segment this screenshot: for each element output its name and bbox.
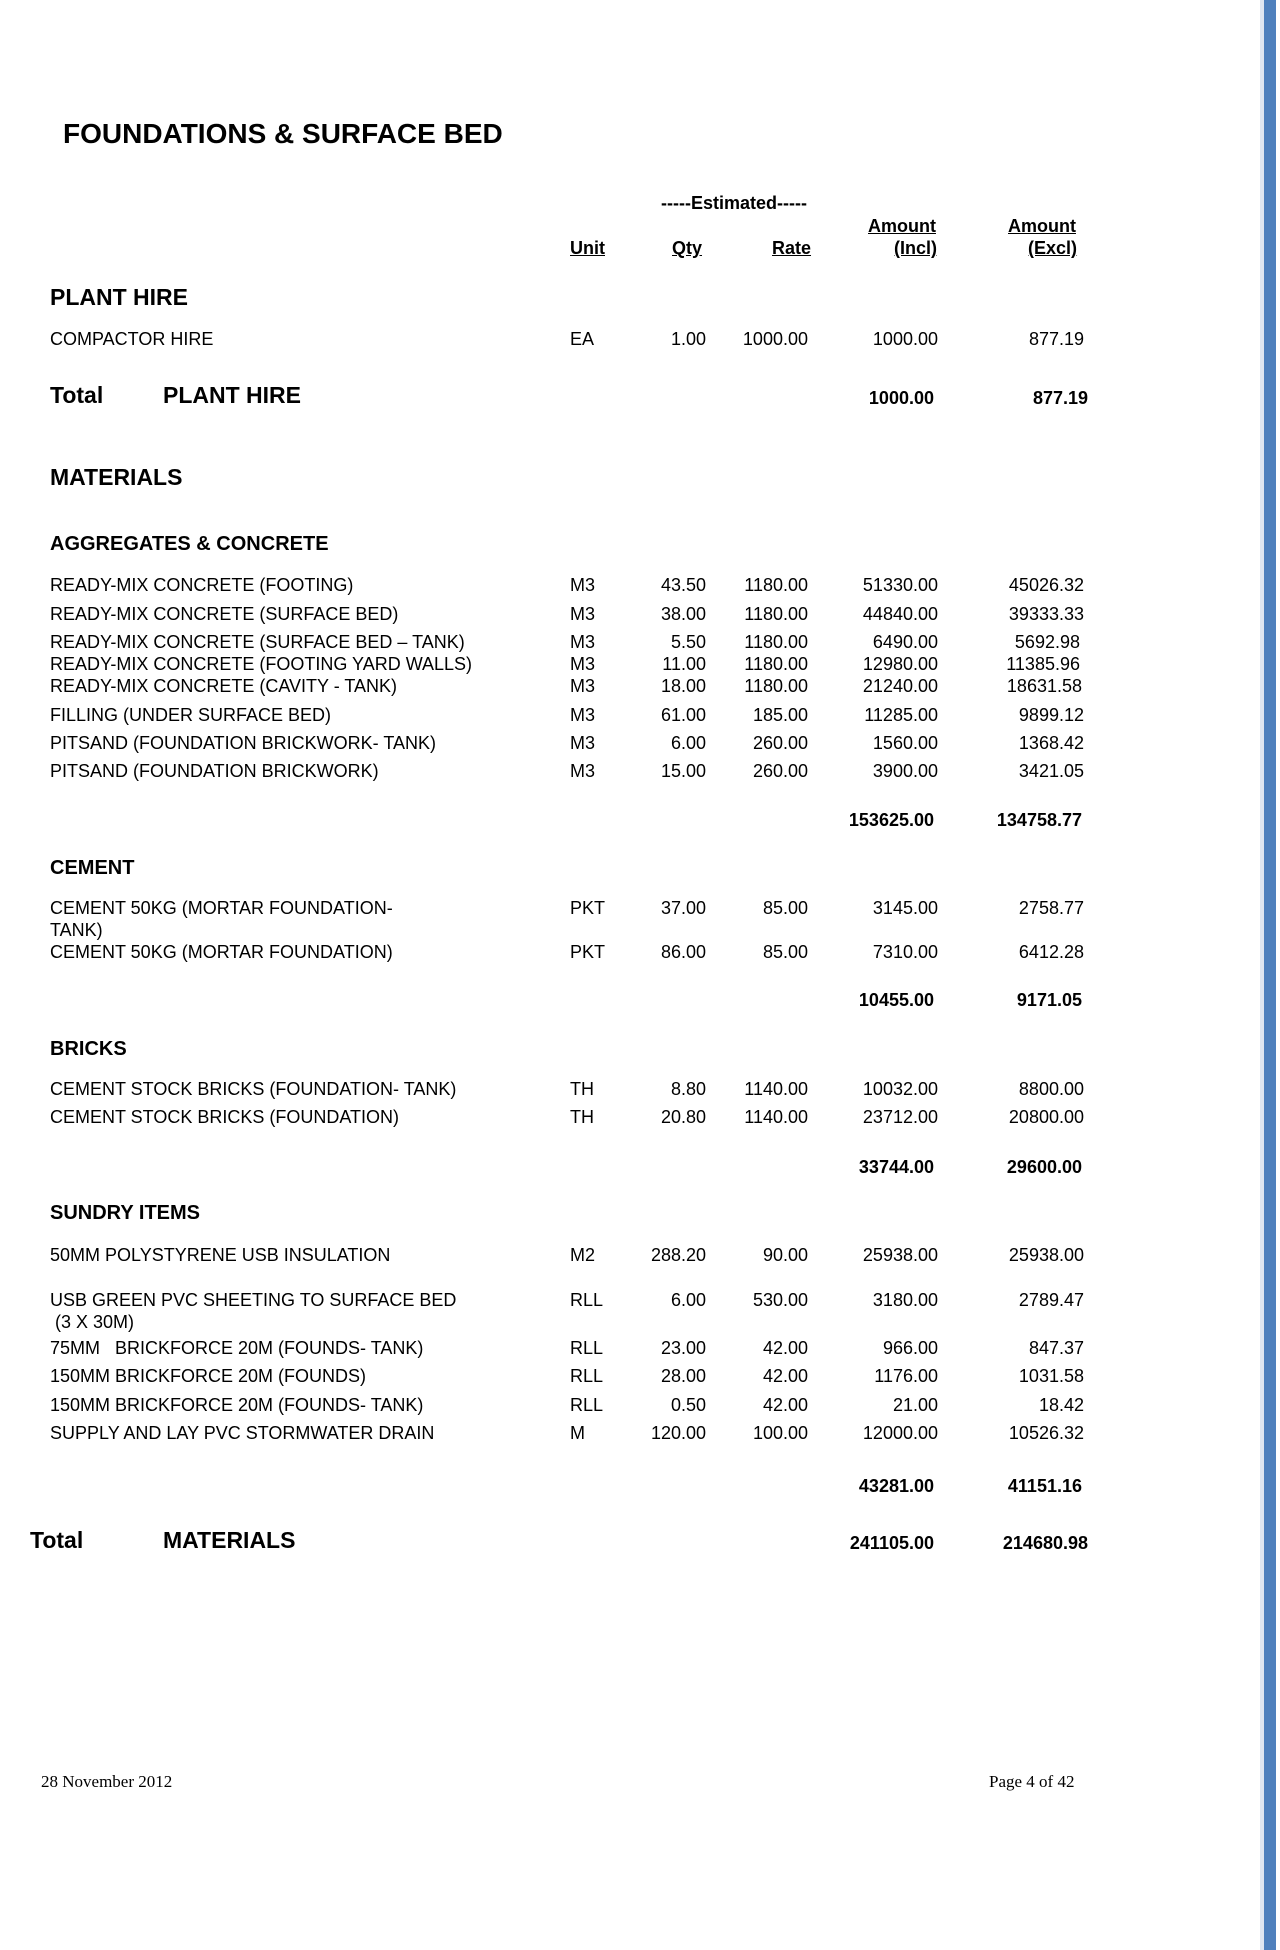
row-qty: 18.00 [660, 676, 706, 696]
row-amount-incl: 25938.00 [862, 1245, 938, 1265]
total-label-materials: Total [30, 1527, 84, 1553]
row-qty: 15.00 [660, 761, 706, 781]
row-rate: 530.00 [752, 1290, 808, 1310]
row-qty: 61.00 [660, 705, 706, 725]
row-qty: 38.00 [660, 604, 706, 624]
row-amount-excl: 6412.28 [1018, 942, 1084, 962]
row-qty: 43.50 [660, 575, 706, 595]
row-desc: USB GREEN PVC SHEETING TO SURFACE BED [50, 1290, 457, 1310]
row-unit: RLL [570, 1290, 604, 1310]
row-desc: CEMENT STOCK BRICKS (FOUNDATION) [50, 1107, 400, 1127]
footer-page-number: Page 4 of 42 [989, 1772, 1075, 1791]
row-amount-excl: 8800.00 [1018, 1079, 1084, 1099]
row-rate: 1180.00 [744, 654, 808, 674]
row-rate: 42.00 [762, 1338, 808, 1358]
row-desc: CEMENT STOCK BRICKS (FOUNDATION- TANK) [50, 1079, 457, 1099]
row-qty: 0.50 [670, 1395, 706, 1415]
row-unit: TH [570, 1079, 594, 1099]
total-name-plant-hire: PLANT HIRE [163, 382, 301, 408]
subtotal-excl-sundry: 41151.16 [1007, 1476, 1082, 1496]
row-desc: PITSAND (FOUNDATION BRICKWORK) [50, 761, 379, 781]
row-unit: M3 [570, 705, 596, 725]
row-amount-excl: 11385.96 [1006, 654, 1080, 674]
row-rate: 1180.00 [744, 604, 808, 624]
row-unit: RLL [570, 1395, 604, 1415]
subsection-heading-cement: CEMENT [50, 857, 135, 879]
row-desc: 75MM BRICKFORCE 20M (FOUNDS- TANK) [50, 1338, 424, 1358]
row-amount-excl: 1031.58 [1018, 1366, 1084, 1386]
row-rate: 260.00 [752, 733, 808, 753]
row-amount-incl: 21240.00 [862, 676, 938, 696]
row-amount-incl: 10032.00 [862, 1079, 938, 1099]
row-rate: 1140.00 [744, 1079, 808, 1099]
row-desc: READY-MIX CONCRETE (SURFACE BED) [50, 604, 399, 624]
total-incl-plant-hire: 1000.00 [868, 388, 934, 408]
row-rate: 42.00 [762, 1366, 808, 1386]
row-amount-incl: 3900.00 [872, 761, 938, 781]
row-desc: SUPPLY AND LAY PVC STORMWATER DRAIN [50, 1423, 435, 1443]
row-qty: 23.00 [660, 1338, 706, 1358]
row-amount-excl: 2789.47 [1018, 1290, 1084, 1310]
subtotal-excl-aggregates: 134758.77 [996, 810, 1082, 830]
page-title: FOUNDATIONS & SURFACE BED [63, 118, 503, 149]
row-unit: M3 [570, 654, 596, 674]
row-amount-incl: 1560.00 [872, 733, 938, 753]
row-amount-incl: 7310.00 [872, 942, 938, 962]
row-amount-incl: 12980.00 [862, 654, 938, 674]
row-amount-incl: 1176.00 [874, 1366, 938, 1386]
col-incl-header-2: (Incl) [894, 238, 937, 258]
row-unit: M3 [570, 761, 596, 781]
row-unit: M3 [570, 632, 596, 652]
row-desc-continued: TANK) [50, 920, 103, 940]
total-incl-materials: 241105.00 [849, 1533, 934, 1553]
row-desc: 150MM BRICKFORCE 20M (FOUNDS- TANK) [50, 1395, 424, 1415]
row-desc: CEMENT 50KG (MORTAR FOUNDATION) [50, 942, 393, 962]
total-excl-plant-hire: 877.19 [1032, 388, 1088, 408]
row-amount-incl: 6490.00 [872, 632, 938, 652]
row-unit: EA [570, 329, 595, 349]
row-amount-excl: 877.19 [1028, 329, 1084, 349]
subtotal-incl-bricks: 33744.00 [858, 1157, 934, 1177]
row-amount-incl: 1000.00 [872, 329, 938, 349]
row-unit: RLL [570, 1338, 604, 1358]
row-desc: READY-MIX CONCRETE (SURFACE BED – TANK) [50, 632, 465, 652]
row-amount-incl: 12000.00 [862, 1423, 938, 1443]
row-qty: 288.20 [650, 1245, 706, 1265]
row-rate: 1140.00 [744, 1107, 808, 1127]
row-unit: RLL [570, 1366, 604, 1386]
subtotal-incl-cement: 10455.00 [858, 990, 934, 1010]
row-qty: 86.00 [660, 942, 706, 962]
row-amount-excl: 25938.00 [1008, 1245, 1084, 1265]
col-rate-header: Rate [772, 238, 812, 258]
row-rate: 85.00 [762, 942, 808, 962]
row-amount-incl: 21.00 [892, 1395, 938, 1415]
row-amount-excl: 9899.12 [1018, 705, 1084, 725]
row-qty: 1.00 [670, 329, 706, 349]
row-desc: READY-MIX CONCRETE (CAVITY - TANK) [50, 676, 398, 696]
row-rate: 1180.00 [744, 632, 808, 652]
row-qty: 6.00 [670, 1290, 706, 1310]
row-amount-excl: 10526.32 [1008, 1423, 1084, 1443]
row-unit: M [570, 1423, 585, 1443]
row-unit: M3 [570, 733, 596, 753]
total-label-plant-hire: Total [50, 382, 104, 408]
row-amount-incl: 51330.00 [862, 575, 938, 595]
row-desc: 150MM BRICKFORCE 20M (FOUNDS) [50, 1366, 367, 1386]
row-amount-excl: 18631.58 [1006, 676, 1082, 696]
row-qty: 8.80 [670, 1079, 706, 1099]
subtotal-excl-bricks: 29600.00 [1006, 1157, 1082, 1177]
row-amount-excl: 3421.05 [1018, 761, 1084, 781]
subtotal-excl-cement: 9171.05 [1016, 990, 1082, 1010]
row-unit: M3 [570, 676, 596, 696]
row-desc: CEMENT 50KG (MORTAR FOUNDATION- [50, 898, 393, 918]
row-amount-excl: 1368.42 [1018, 733, 1084, 753]
row-amount-excl: 39333.33 [1008, 604, 1084, 624]
row-amount-incl: 23712.00 [862, 1107, 938, 1127]
row-rate: 185.00 [752, 705, 808, 725]
right-margin-rule [1264, 0, 1276, 1950]
col-unit-header: Unit [570, 238, 605, 258]
row-qty: 11.00 [662, 654, 706, 674]
row-desc-continued: (3 X 30M) [50, 1312, 135, 1332]
row-amount-incl: 966.00 [882, 1338, 938, 1358]
subsection-heading-aggregates: AGGREGATES & CONCRETE [50, 533, 329, 555]
total-name-materials: MATERIALS [163, 1527, 296, 1553]
estimated-header: -----Estimated----- [661, 193, 807, 213]
col-qty-header: Qty [672, 238, 703, 258]
row-qty: 6.00 [670, 733, 706, 753]
row-amount-incl: 3180.00 [872, 1290, 938, 1310]
row-rate: 42.00 [762, 1395, 808, 1415]
row-qty: 37.00 [660, 898, 706, 918]
section-heading-materials: MATERIALS [50, 464, 183, 490]
row-unit: PKT [570, 942, 606, 962]
row-qty: 120.00 [650, 1423, 706, 1443]
row-desc: COMPACTOR HIRE [50, 329, 214, 349]
row-desc: PITSAND (FOUNDATION BRICKWORK- TANK) [50, 733, 437, 753]
col-excl-header-2: (Excl) [1028, 238, 1078, 258]
row-desc: READY-MIX CONCRETE (FOOTING) [50, 575, 354, 595]
row-rate: 85.00 [762, 898, 808, 918]
row-unit: PKT [570, 898, 606, 918]
row-rate: 1180.00 [744, 676, 808, 696]
row-unit: M3 [570, 575, 596, 595]
row-amount-excl: 847.37 [1028, 1338, 1084, 1358]
row-qty: 20.80 [660, 1107, 706, 1127]
row-amount-excl: 18.42 [1038, 1395, 1084, 1415]
row-qty: 5.50 [670, 632, 706, 652]
row-desc: FILLING (UNDER SURFACE BED) [50, 705, 332, 725]
row-rate: 90.00 [762, 1245, 808, 1265]
row-amount-excl: 5692.98 [1014, 632, 1080, 652]
row-amount-incl: 44840.00 [862, 604, 938, 624]
subsection-heading-sundry: SUNDRY ITEMS [50, 1202, 201, 1224]
section-heading-plant-hire: PLANT HIRE [50, 284, 188, 310]
row-unit: M3 [570, 604, 596, 624]
row-unit: M2 [570, 1245, 596, 1265]
row-amount-incl: 3145.00 [872, 898, 938, 918]
row-rate: 1180.00 [744, 575, 808, 595]
total-excl-materials: 214680.98 [1002, 1533, 1088, 1553]
col-excl-header-1: Amount [1008, 216, 1076, 236]
row-unit: TH [570, 1107, 594, 1127]
subtotal-incl-sundry: 43281.00 [858, 1476, 934, 1496]
row-rate: 100.00 [752, 1423, 808, 1443]
row-amount-excl: 45026.32 [1008, 575, 1084, 595]
subsection-heading-bricks: BRICKS [50, 1038, 127, 1060]
col-incl-header-1: Amount [868, 216, 936, 236]
row-rate: 1000.00 [742, 329, 808, 349]
footer-date: 28 November 2012 [41, 1772, 173, 1791]
subtotal-incl-aggregates: 153625.00 [848, 810, 934, 830]
row-amount-incl: 11285.00 [864, 705, 938, 725]
row-amount-excl: 20800.00 [1008, 1107, 1084, 1127]
row-desc: READY-MIX CONCRETE (FOOTING YARD WALLS) [50, 654, 473, 674]
row-amount-excl: 2758.77 [1018, 898, 1084, 918]
row-desc: 50MM POLYSTYRENE USB INSULATION [50, 1245, 391, 1265]
row-qty: 28.00 [660, 1366, 706, 1386]
row-rate: 260.00 [752, 761, 808, 781]
